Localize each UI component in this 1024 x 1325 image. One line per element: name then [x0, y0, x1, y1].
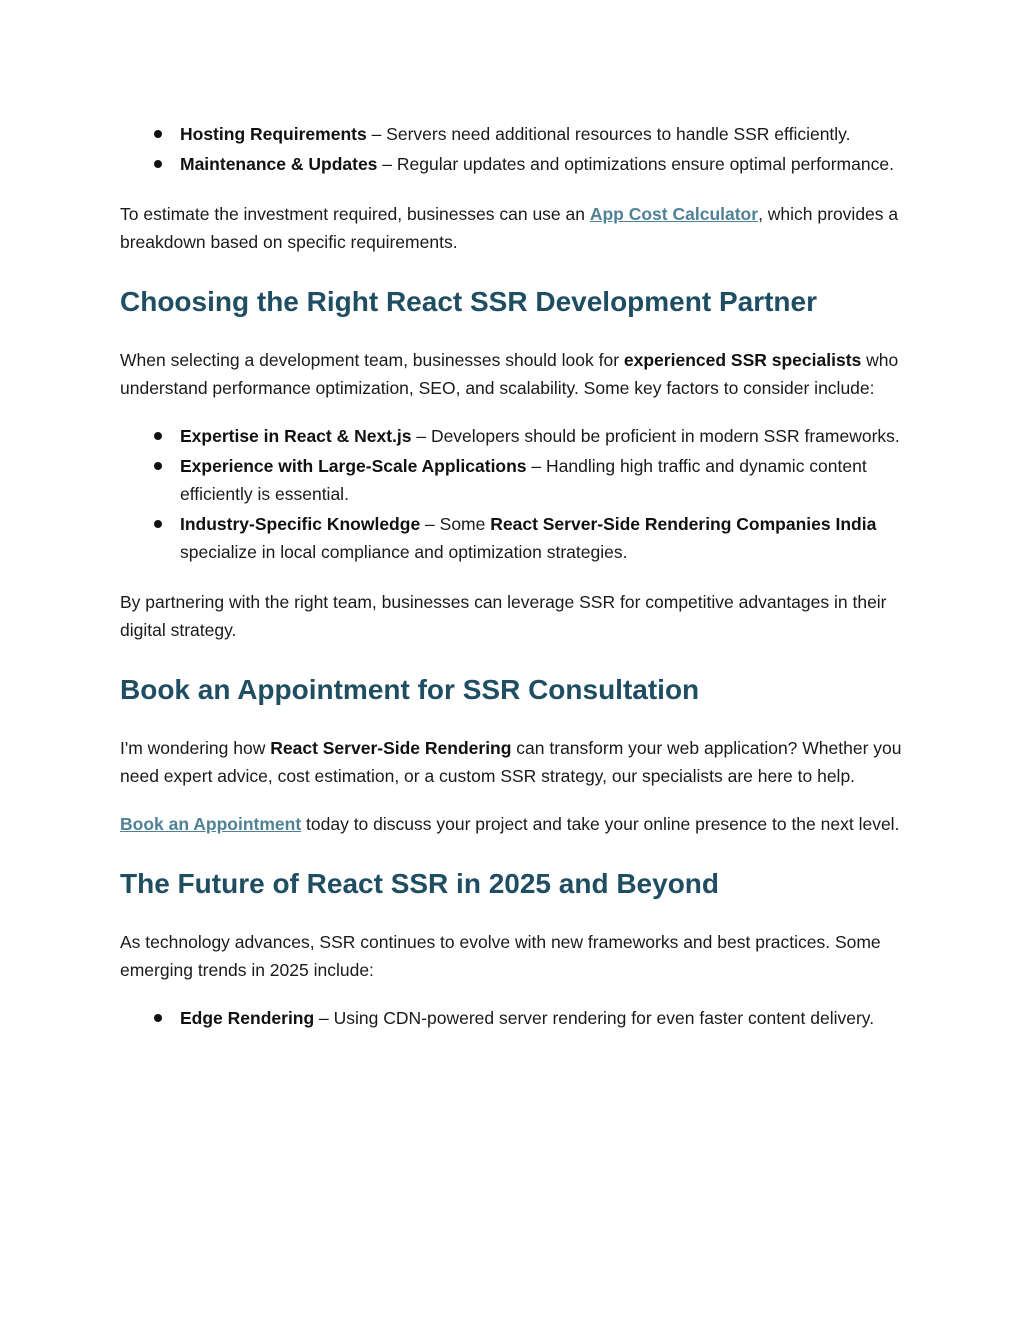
estimate-text-end: , which provides a breakdown based on specific requirements.	[120, 204, 899, 252]
partner-intro-bold: experienced SSR specialists	[623, 350, 862, 370]
list-item-desc: – Servers need additional resources to handle SSR efficiently.	[366, 124, 851, 144]
consult-text-end: can transform your web application? Whether you need expert advice, cost estimation, or a custom SSR strategy, our specialists are here to help.	[120, 738, 902, 786]
consult-paragraph	[120, 734, 914, 790]
list-item-desc: – Developers should be proficient in modern SSR frameworks.	[411, 426, 900, 446]
list-item-desc: – Regular updates and optimizations ensure optimal performance.	[377, 154, 894, 174]
app-cost-calculator-link[interactable]: App Cost Calculator	[589, 204, 759, 224]
partner-intro-text-end: who understand performance optimization, SEO, and scalability. Some key factors to consider include:	[120, 350, 899, 398]
consult-bold: React Server-Side Rendering	[270, 738, 512, 758]
list-item	[180, 1004, 914, 1032]
trends-list	[120, 1004, 914, 1032]
future-intro: As technology advances, SSR continues to evolve with new frameworks and best practices. Some emerging trends in 2025 include:	[120, 932, 881, 980]
list-item	[180, 120, 914, 148]
list-item	[180, 510, 914, 566]
list-item-term: Industry-Specific Knowledge	[180, 514, 421, 534]
list-item-term: Hosting Requirements	[180, 124, 367, 144]
list-item-term: Expertise in React & Next.js	[180, 426, 412, 446]
estimate-text: To estimate the investment required, businesses can use an	[120, 204, 590, 224]
list-item	[180, 452, 914, 508]
partner-intro-text: When selecting a development team, businesses should look for	[120, 350, 624, 370]
appointment-paragraph	[120, 810, 914, 838]
list-item-desc-end: specialize in local compliance and optimization strategies.	[180, 542, 628, 562]
consult-heading: Book an Appointment for SSR Consultation	[120, 674, 700, 705]
list-item-bold: React Server-Side Rendering Companies India	[490, 514, 877, 534]
partner-heading: Choosing the Right React SSR Development Partner	[120, 286, 817, 317]
list-item-desc: – Some	[420, 514, 491, 534]
partner-intro	[120, 346, 914, 402]
list-item-desc: – Using CDN-powered server rendering for even faster content delivery.	[314, 1008, 875, 1028]
partner-factors-list	[120, 422, 914, 566]
list-item	[180, 150, 914, 178]
future-heading: The Future of React SSR in 2025 and Beyond	[120, 868, 720, 899]
list-item-term: Edge Rendering	[180, 1008, 315, 1028]
estimate-paragraph	[120, 200, 914, 256]
requirements-list	[120, 120, 914, 178]
list-item-term: Maintenance & Updates	[180, 154, 378, 174]
book-appointment-link[interactable]: Book an Appointment	[120, 814, 302, 834]
list-item-desc: – Handling high traffic and dynamic content efficiently is essential.	[180, 456, 867, 504]
list-item-term: Experience with Large-Scale Applications	[180, 456, 527, 476]
partner-closing: By partnering with the right team, businesses can leverage SSR for competitive advantages in their digital strategy.	[120, 592, 887, 640]
consult-text: I'm wondering how	[120, 738, 271, 758]
list-item	[180, 422, 914, 450]
appointment-text: today to discuss your project and take your online presence to the next level.	[301, 814, 900, 834]
